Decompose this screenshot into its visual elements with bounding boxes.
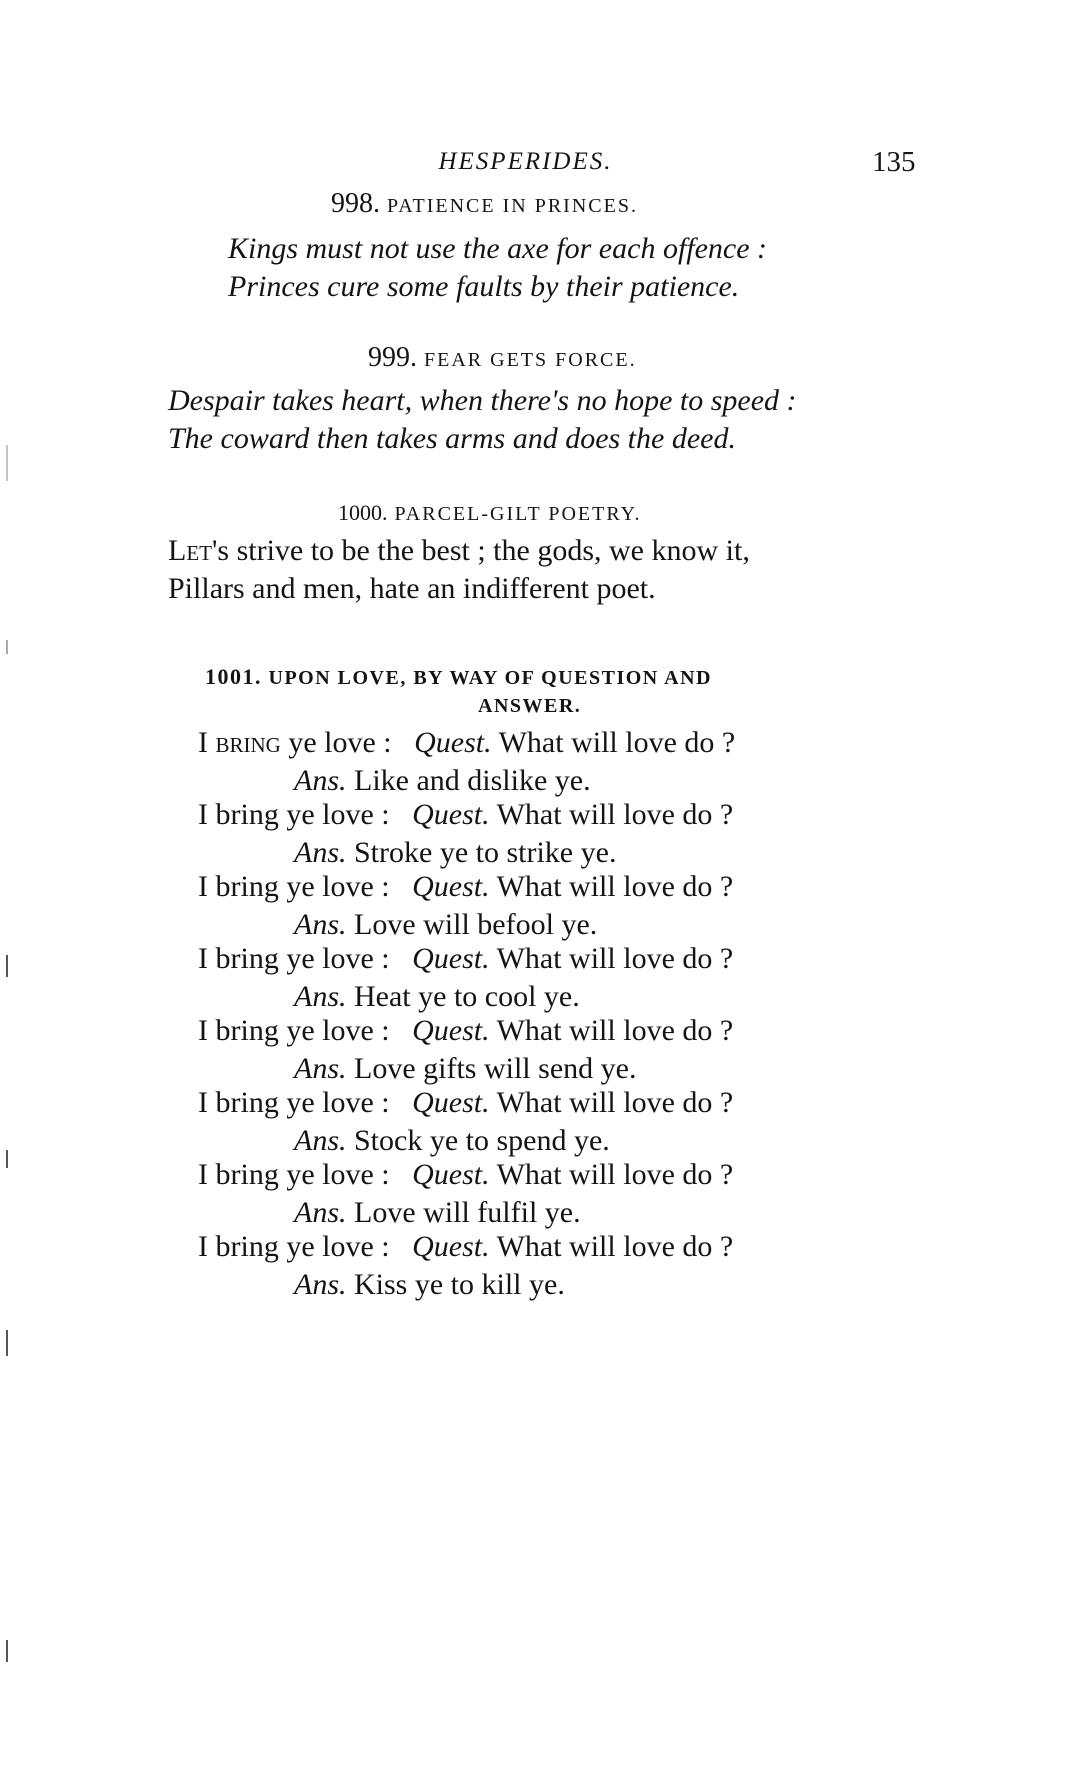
- stanza-3-question-line: [198, 870, 733, 904]
- stanza-5-question: What will love do ?: [496, 1014, 734, 1047]
- stanza-7-bring: I bring ye love :: [198, 1158, 390, 1191]
- header-title: HESPERIDES.: [438, 148, 613, 175]
- poem-1000-line-2: Pillars and men, hate an indifferent poet.: [168, 572, 656, 605]
- stanza-5-ans-label: Ans.: [294, 1052, 347, 1085]
- poem-999-line-1: Despair takes heart, when there's no hope to speed :: [168, 384, 797, 417]
- stanza-1-bring-rest: ye love :: [280, 726, 392, 759]
- poem-1001-number: 1001.: [205, 664, 262, 689]
- stanza-5-bring: I bring ye love :: [198, 1014, 390, 1047]
- poem-998-heading: [331, 188, 638, 220]
- gutter-mark: [6, 1640, 8, 1662]
- stanza-7-quest-label: Quest.: [412, 1158, 490, 1191]
- stanza-8-quest-label: Quest.: [412, 1230, 490, 1263]
- stanza-2-ans-label: Ans.: [294, 836, 347, 869]
- stanza-6-answer: Stock ye to spend ye.: [354, 1124, 610, 1157]
- stanza-1-question: What will love do ?: [498, 726, 736, 759]
- page-number: 135: [872, 146, 916, 178]
- poem-998-line-1: Kings must not use the axe for each offence :: [228, 232, 768, 265]
- stanza-1-ans-label: Ans.: [294, 764, 347, 797]
- stanza-4-bring: I bring ye love :: [198, 942, 390, 975]
- stanza-7-answer: Love will fulfil ye.: [354, 1196, 581, 1229]
- stanza-5-quest-label: Quest.: [412, 1014, 490, 1047]
- stanza-2-answer-line: [294, 836, 616, 870]
- gutter-mark: [6, 1150, 8, 1168]
- stanza-7-ans-label: Ans.: [294, 1196, 347, 1229]
- poem-1000-title: PARCEL-GILT POETRY.: [394, 503, 642, 525]
- stanza-6-quest-label: Quest.: [412, 1086, 490, 1119]
- poem-999-heading: [368, 342, 637, 374]
- stanza-4-answer-line: [294, 980, 580, 1014]
- poem-999-title: FEAR GETS FORCE.: [424, 349, 637, 371]
- stanza-6-answer-line: [294, 1124, 610, 1158]
- stanza-7-answer-line: [294, 1196, 581, 1230]
- stanza-5-answer-line: [294, 1052, 636, 1086]
- stanza-8-question: What will love do ?: [496, 1230, 734, 1263]
- stanza-3-quest-label: Quest.: [412, 870, 490, 903]
- gutter-mark: [6, 955, 8, 977]
- stanza-4-question-line: [198, 942, 733, 976]
- stanza-2-answer: Stroke ye to strike ye.: [354, 836, 617, 869]
- stanza-6-question-line: [198, 1086, 733, 1120]
- stanza-6-ans-label: Ans.: [294, 1124, 347, 1157]
- poem-1001-title-line-2: ANSWER.: [478, 695, 582, 717]
- poem-1000-heading: [338, 500, 641, 526]
- stanza-4-question: What will love do ?: [496, 942, 734, 975]
- poem-1000-number: 1000.: [338, 500, 388, 525]
- gutter-mark: [6, 640, 8, 654]
- stanza-6-question: What will love do ?: [496, 1086, 734, 1119]
- stanza-1-bring-lead: I bring: [198, 726, 281, 759]
- stanza-3-answer-line: [294, 908, 597, 942]
- stanza-5-answer: Love gifts will send ye.: [354, 1052, 637, 1085]
- poem-1000-line-1-rest: 's strive to be the best ; the gods, we know it,: [211, 534, 750, 567]
- stanza-8-ans-label: Ans.: [294, 1268, 347, 1301]
- stanza-5-question-line: [198, 1014, 733, 1048]
- stanza-1-answer: Like and dislike ye.: [354, 764, 591, 797]
- poem-1001-heading: [205, 664, 712, 690]
- stanza-8-answer-line: [294, 1268, 565, 1302]
- poem-1000-line-1-lead: Let: [168, 534, 212, 567]
- stanza-6-bring: I bring ye love :: [198, 1086, 390, 1119]
- stanza-8-answer: Kiss ye to kill ye.: [354, 1268, 565, 1301]
- stanza-8-bring: I bring ye love :: [198, 1230, 390, 1263]
- stanza-8-question-line: [198, 1230, 733, 1264]
- gutter-mark: [6, 1330, 8, 1356]
- stanza-3-question: What will love do ?: [496, 870, 734, 903]
- poem-1001-title-line-1: UPON LOVE, BY WAY OF QUESTION AND: [268, 667, 712, 689]
- poem-999-line-2: The coward then takes arms and does the deed.: [168, 422, 736, 455]
- stanza-7-question-line: [198, 1158, 733, 1192]
- stanza-2-bring: I bring ye love :: [198, 798, 390, 831]
- stanza-4-quest-label: Quest.: [412, 942, 490, 975]
- stanza-1-answer-line: [294, 764, 591, 798]
- stanza-2-quest-label: Quest.: [412, 798, 490, 831]
- stanza-4-answer: Heat ye to cool ye.: [354, 980, 580, 1013]
- stanza-1-quest-label: Quest.: [414, 726, 492, 759]
- poem-998-title: PATIENCE IN PRINCES.: [387, 195, 638, 217]
- stanza-2-question: What will love do ?: [496, 798, 734, 831]
- poem-998-line-2: Princes cure some faults by their patience.: [228, 270, 740, 303]
- stanza-1-question-line: [198, 726, 735, 760]
- poem-998-number: 998.: [331, 188, 380, 219]
- stanza-7-question: What will love do ?: [496, 1158, 734, 1191]
- stanza-4-ans-label: Ans.: [294, 980, 347, 1013]
- poem-1000-line-1: [168, 534, 750, 568]
- stanza-2-question-line: [198, 798, 733, 832]
- stanza-3-answer: Love will befool ye.: [354, 908, 598, 941]
- poem-999-number: 999.: [368, 342, 417, 373]
- stanza-3-bring: I bring ye love :: [198, 870, 390, 903]
- gutter-mark: [6, 445, 8, 481]
- stanza-3-ans-label: Ans.: [294, 908, 347, 941]
